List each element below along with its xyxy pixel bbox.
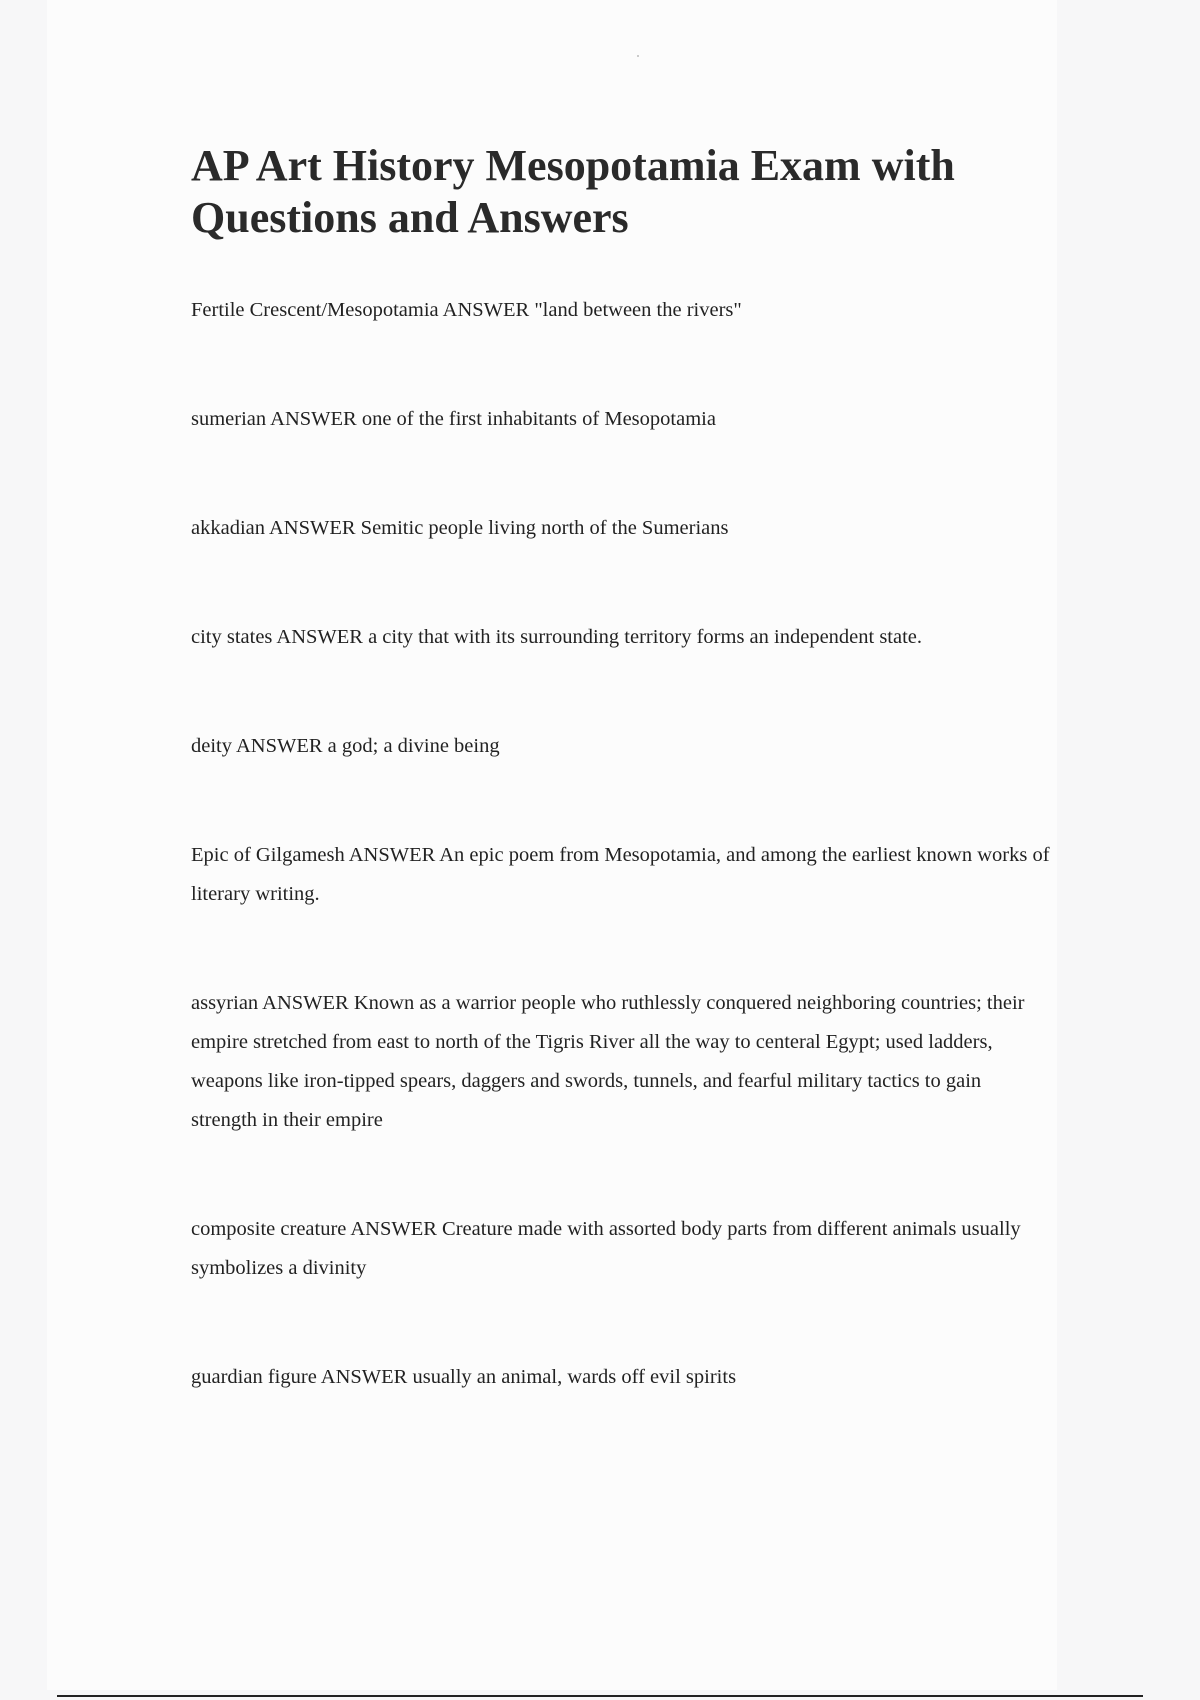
document-title: AP Art History Mesopotamia Exam with Questions and Answers [191, 141, 955, 242]
qa-entry-fertile-crescent: Fertile Crescent/Mesopotamia ANSWER "land between the rivers" [191, 299, 742, 321]
qa-entry-akkadian: akkadian ANSWER Semitic people living north of the Sumerians [191, 517, 729, 539]
page-speck [637, 55, 639, 57]
qa-entry-city-states: city states ANSWER a city that with its surrounding territory forms an independent state. [191, 626, 923, 648]
qa-entry-epic-of-gilgamesh: Epic of Gilgamesh ANSWER An epic poem from Mesopotamia, and among the earliest known works of literary writing. [191, 844, 1050, 905]
qa-entry-deity: deity ANSWER a god; a divine being [191, 735, 500, 757]
qa-entry-assyrian: assyrian ANSWER Known as a warrior people who ruthlessly conquered neighboring countries; their empire stretched from east to north of the Tigris River all the way to centeral Egypt; used ladders, weapons like iron-tipped spears, daggers and swords, tunnels, and fearful military tactics to gain strength in their empire [191, 992, 1025, 1131]
qa-entry-composite-creature: composite creature ANSWER Creature made with assorted body parts from different animals usually symbolizes a divinity [191, 1218, 1021, 1279]
qa-entry-guardian-figure: guardian figure ANSWER usually an animal, wards off evil spirits [191, 1366, 737, 1388]
bottom-rule [57, 1695, 1143, 1697]
qa-entry-sumerian: sumerian ANSWER one of the first inhabitants of Mesopotamia [191, 408, 716, 430]
